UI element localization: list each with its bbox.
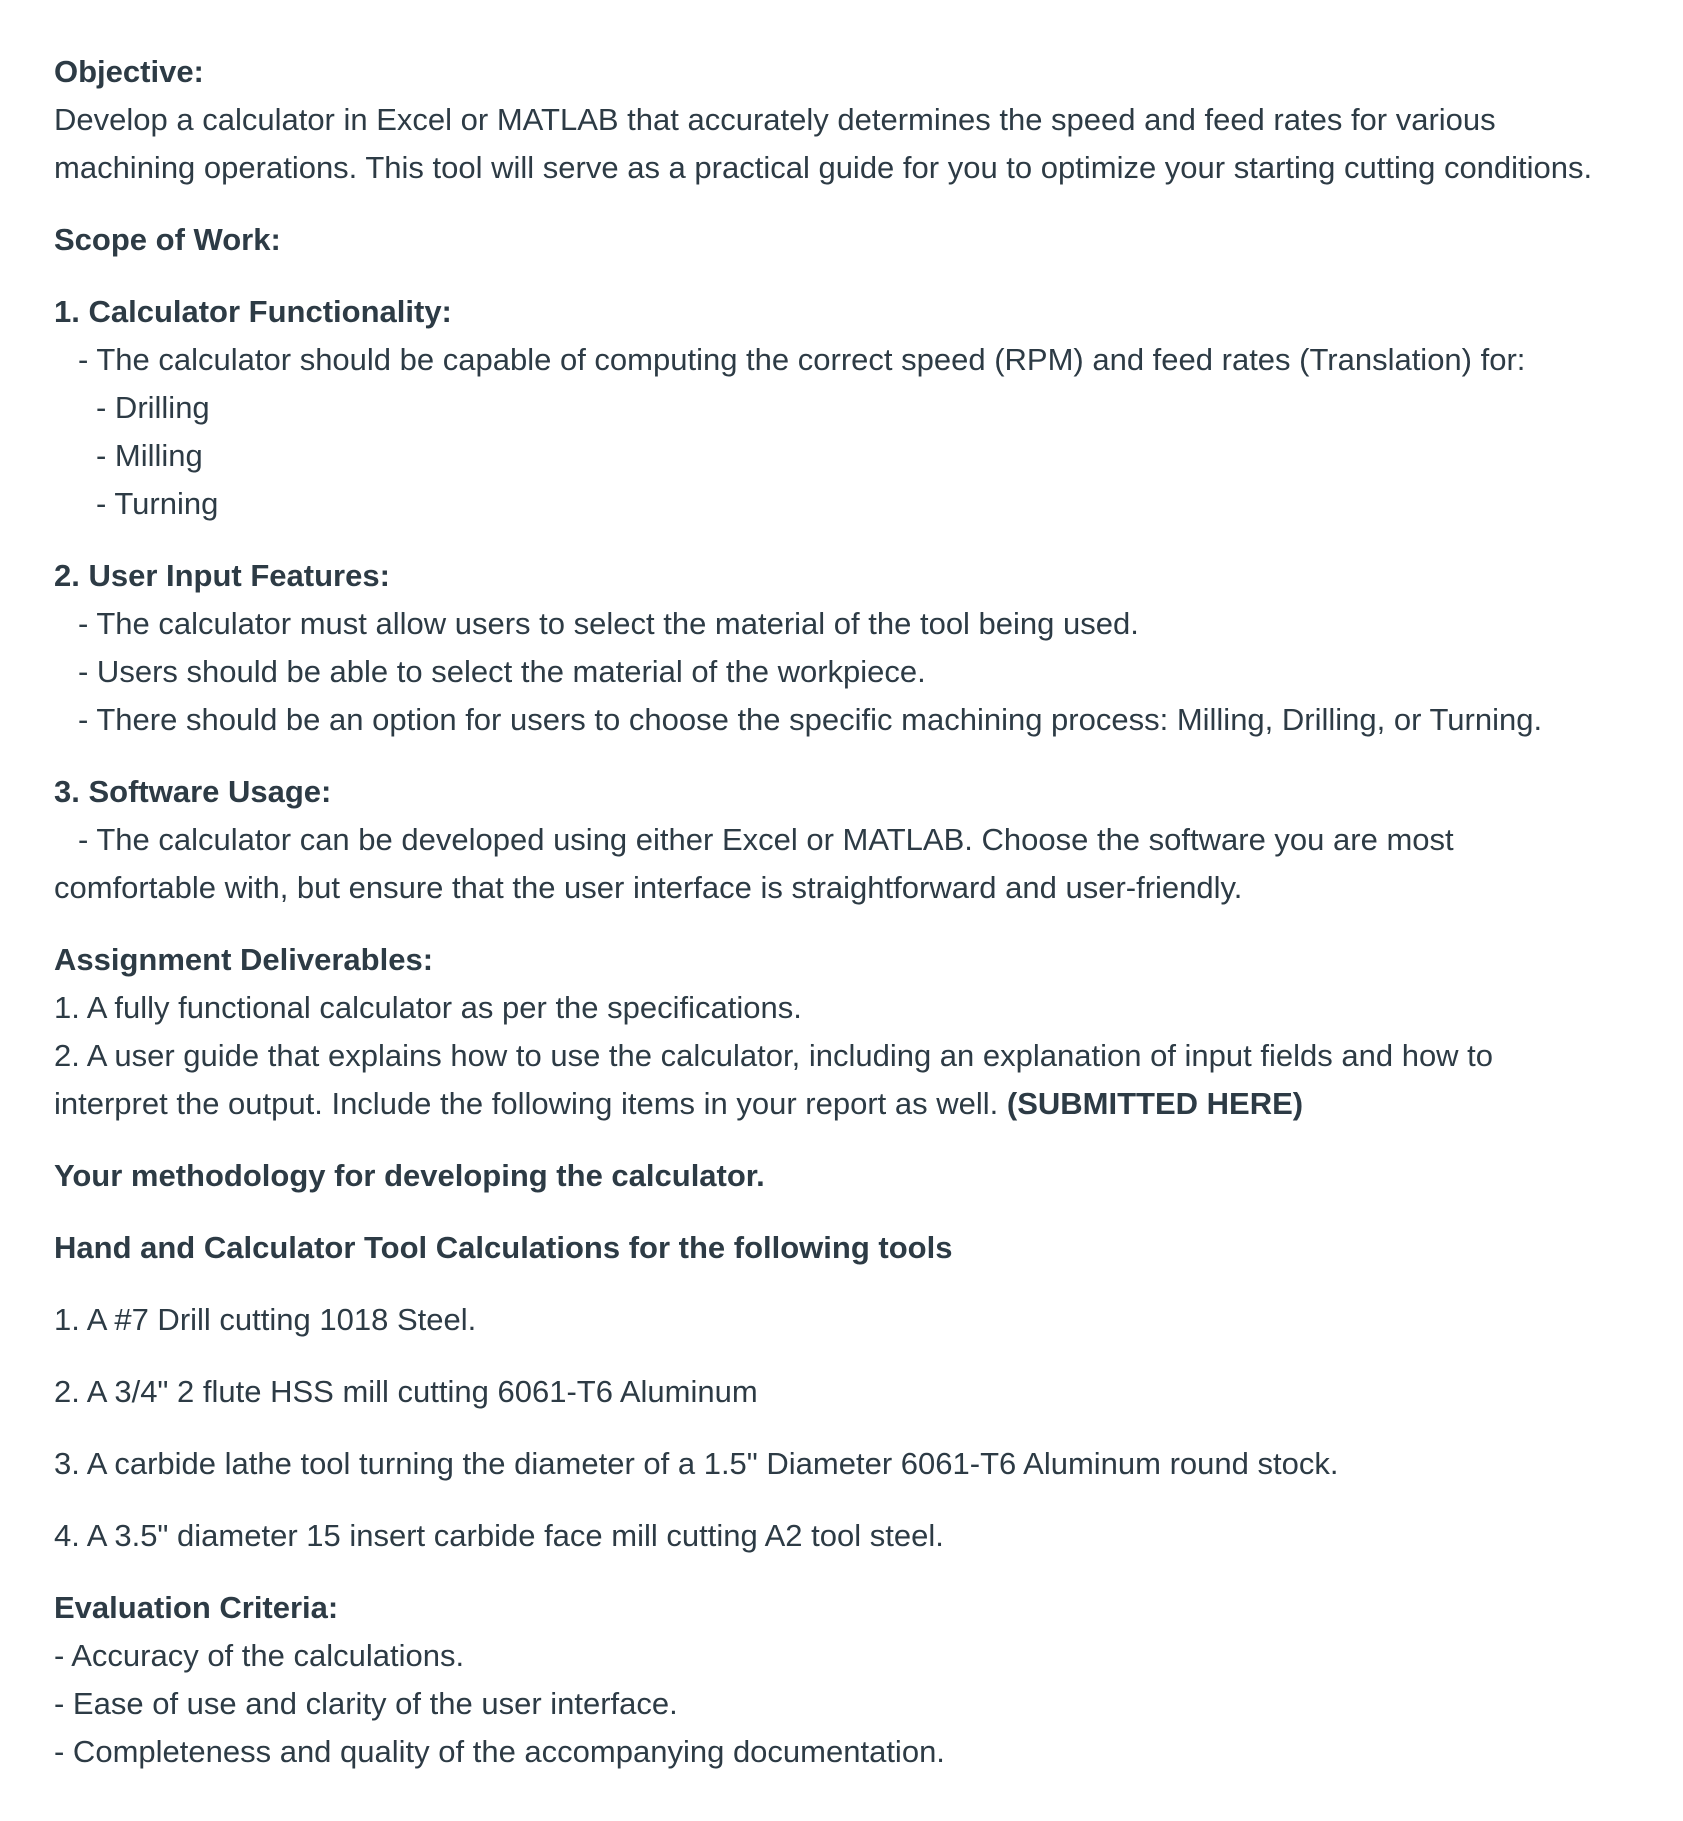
list-item: - Completeness and quality of the accompanying documentation. — [54, 1734, 945, 1769]
deliverable-item-2-line-2 — [54, 1080, 1629, 1128]
deliverable-item-1: 1. A fully functional calculator as per the specifications. — [54, 990, 802, 1025]
software-usage-line-1: - The calculator can be developed using either Excel or MATLAB. Choose the software you are most — [78, 822, 1454, 857]
calculator-functionality-block — [54, 288, 1629, 528]
list-item: - There should be an option for users to choose the specific machining process: Milling, Drilling, or Turning. — [78, 702, 1543, 737]
methodology-heading: Your methodology for developing the calculator. — [54, 1158, 765, 1193]
deliverables-block — [54, 936, 1629, 1128]
list-item: - Milling — [96, 438, 203, 473]
software-usage-block — [54, 768, 1629, 912]
list-item: 4. A 3.5" diameter 15 insert carbide face mill cutting A2 tool steel. — [54, 1518, 944, 1553]
scope-heading: Scope of Work: — [54, 222, 281, 257]
list-item: - The calculator must allow users to select the material of the tool being used. — [78, 606, 1139, 641]
software-usage-heading: 3. Software Usage: — [54, 774, 332, 809]
list-item: - Accuracy of the calculations. — [54, 1638, 465, 1673]
list-item: - Ease of use and clarity of the user interface. — [54, 1686, 678, 1721]
list-item: - Turning — [96, 486, 219, 521]
submitted-here-label: (SUBMITTED HERE) — [1006, 1086, 1304, 1121]
objective-text: Develop a calculator in Excel or MATLAB that accurately determines the speed and feed rates for various machining operations. This tool will serve as a practical guide for you to optimize your starting cutting conditions. — [54, 102, 1593, 185]
calculator-functionality-line: - The calculator should be capable of computing the correct speed (RPM) and feed rates (Translation) for: — [78, 342, 1526, 377]
objective-block — [54, 48, 1629, 192]
scope-block — [54, 216, 1629, 264]
list-item: - Drilling — [96, 390, 210, 425]
objective-heading: Objective: — [54, 54, 204, 89]
user-input-block — [54, 552, 1629, 744]
calculations-block — [54, 1224, 1629, 1272]
deliverable-item-2-line-1: 2. A user guide that explains how to use the calculator, including an explanation of input fields and how to — [54, 1038, 1494, 1073]
deliverables-heading: Assignment Deliverables: — [54, 942, 434, 977]
list-item: 2. A 3/4" 2 flute HSS mill cutting 6061-T6 Aluminum — [54, 1374, 758, 1409]
evaluation-block — [54, 1584, 1629, 1776]
list-item: - Users should be able to select the material of the workpiece. — [78, 654, 926, 689]
user-input-heading: 2. User Input Features: — [54, 558, 390, 593]
methodology-block — [54, 1152, 1629, 1200]
deliverable-item-2-text: interpret the output. Include the following items in your report as well. — [54, 1086, 1007, 1121]
evaluation-heading: Evaluation Criteria: — [54, 1590, 339, 1625]
list-item: 3. A carbide lathe tool turning the diameter of a 1.5" Diameter 6061-T6 Aluminum round stock. — [54, 1446, 1339, 1481]
list-item: 1. A #7 Drill cutting 1018 Steel. — [54, 1302, 477, 1337]
software-usage-line-2: comfortable with, but ensure that the user interface is straightforward and user-friendly. — [54, 870, 1243, 905]
calculations-heading: Hand and Calculator Tool Calculations for the following tools — [54, 1230, 953, 1265]
calculator-functionality-heading: 1. Calculator Functionality: — [54, 294, 452, 329]
